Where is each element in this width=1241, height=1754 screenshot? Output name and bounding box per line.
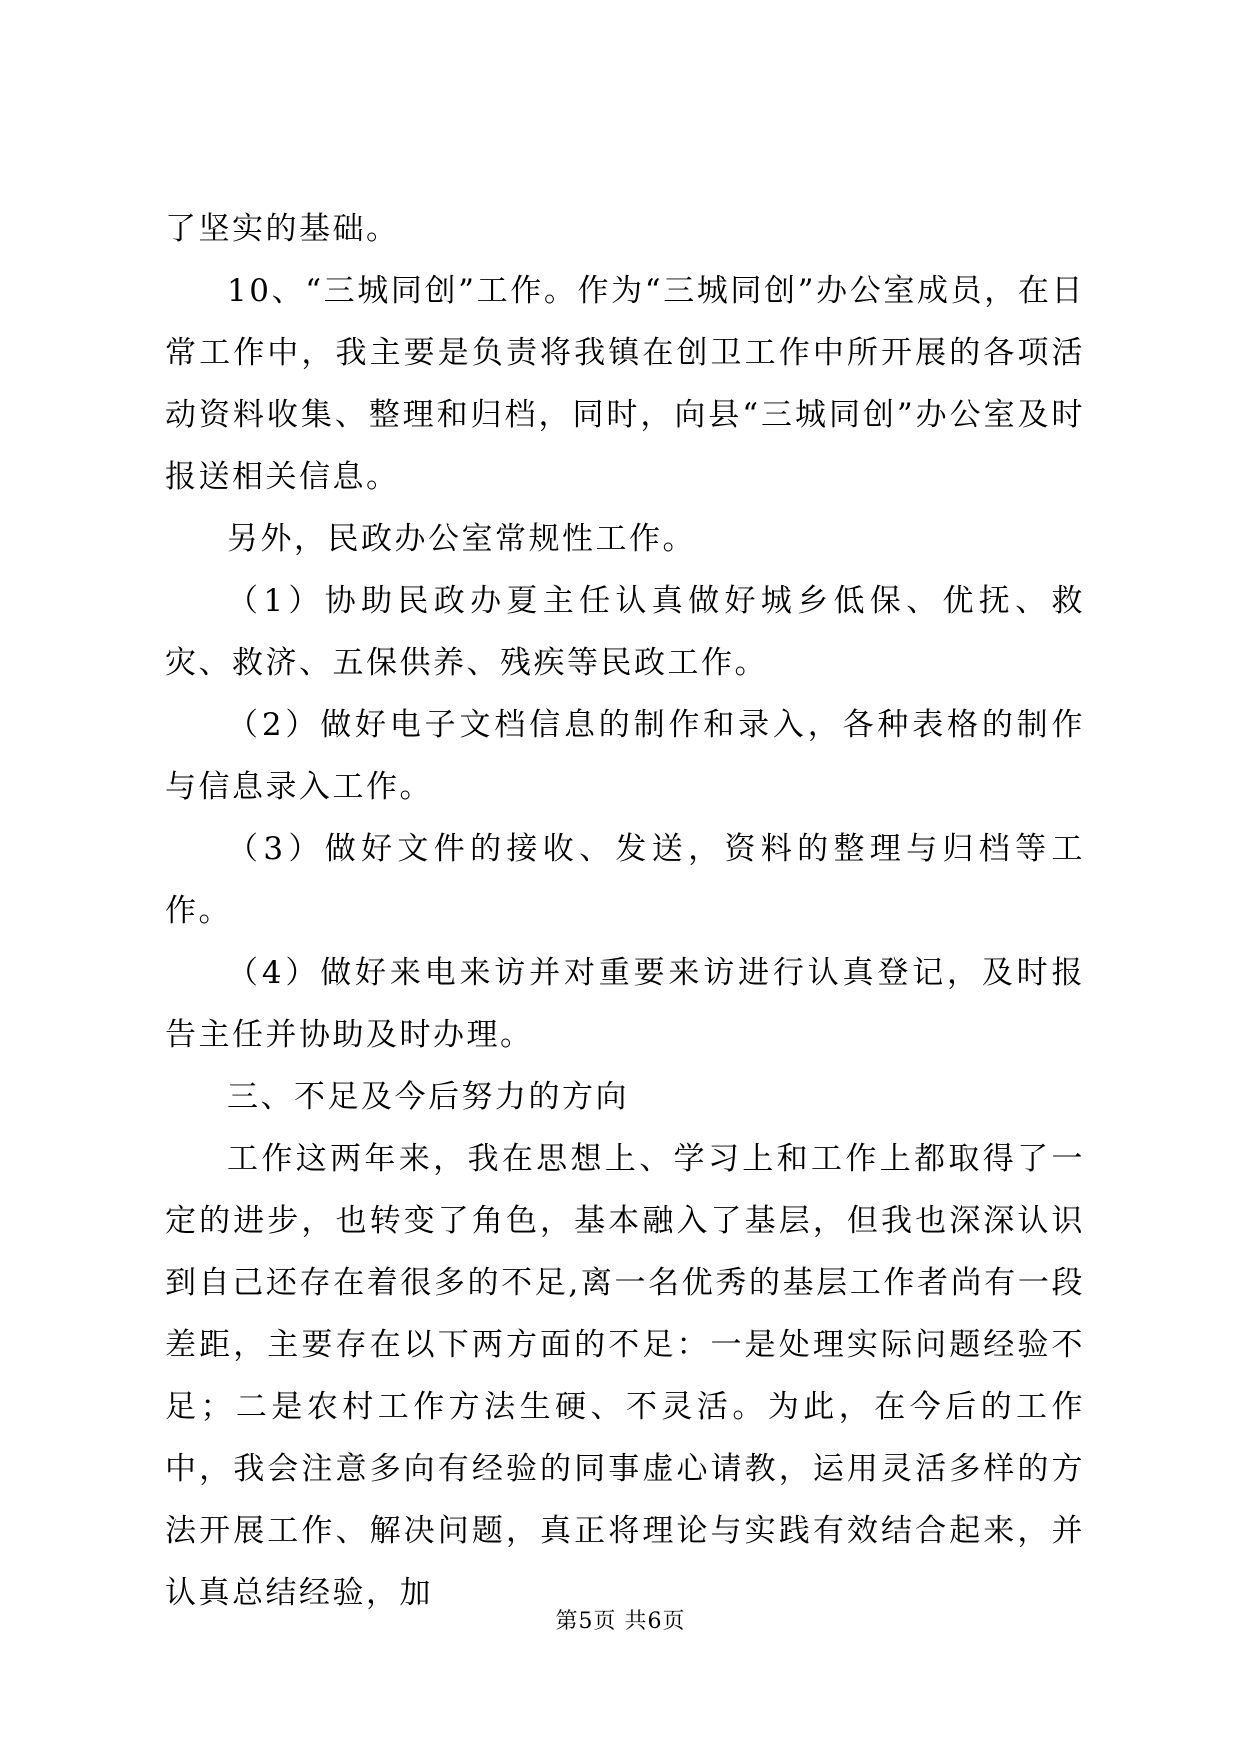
- page-number-footer: 第5页 共6页: [555, 1609, 686, 1634]
- document-body: [165, 198, 1085, 1624]
- paragraph-civil-affairs-1: （1）协助民政办夏主任认真做好城乡低保、优抚、救灾、救济、五保供养、残疾等民政工作。: [165, 583, 1085, 681]
- paragraph-civil-affairs-3: （3）做好文件的接收、发送，资料的整理与归档等工作。: [165, 831, 1085, 929]
- paragraph-continuation: 了坚实的基础。: [165, 211, 400, 247]
- paragraph-civil-affairs-intro: 另外，民政办公室常规性工作。: [227, 521, 696, 557]
- paragraph-civil-affairs-4: （4）做好来电来访并对重要来访进行认真登记，及时报告主任并协助及时办理。: [165, 955, 1085, 1053]
- paragraph-shortcomings-body: 工作这两年来，我在思想上、学习上和工作上都取得了一定的进步，也转变了角色，基本融入了基层，但我也深深认识到自己还存在着很多的不足,离一名优秀的基层工作者尚有一段差距，主要存在以下两方面的不足：一是处理实际问题经验不足；二是农村工作方法生硬、不灵活。为此，在今后的工作中，我会注意多向有经验的同事虚心请教，运用灵活多样的方法开展工作、解决问题，真正将理论与实践有效结合起来，并认真总结经验，加: [165, 1141, 1085, 1611]
- paragraph-civil-affairs-2: （2）做好电子文档信息的制作和录入，各种表格的制作与信息录入工作。: [165, 707, 1085, 805]
- section-heading-shortcomings: 三、不足及今后努力的方向: [227, 1079, 629, 1115]
- paragraph-item-10: 10、“三城同创”工作。作为“三城同创”办公室成员，在日常工作中，我主要是负责将我镇在创卫工作中所开展的各项活动资料收集、整理和归档，同时，向县“三城同创”办公室及时报送相关信息。: [165, 273, 1085, 495]
